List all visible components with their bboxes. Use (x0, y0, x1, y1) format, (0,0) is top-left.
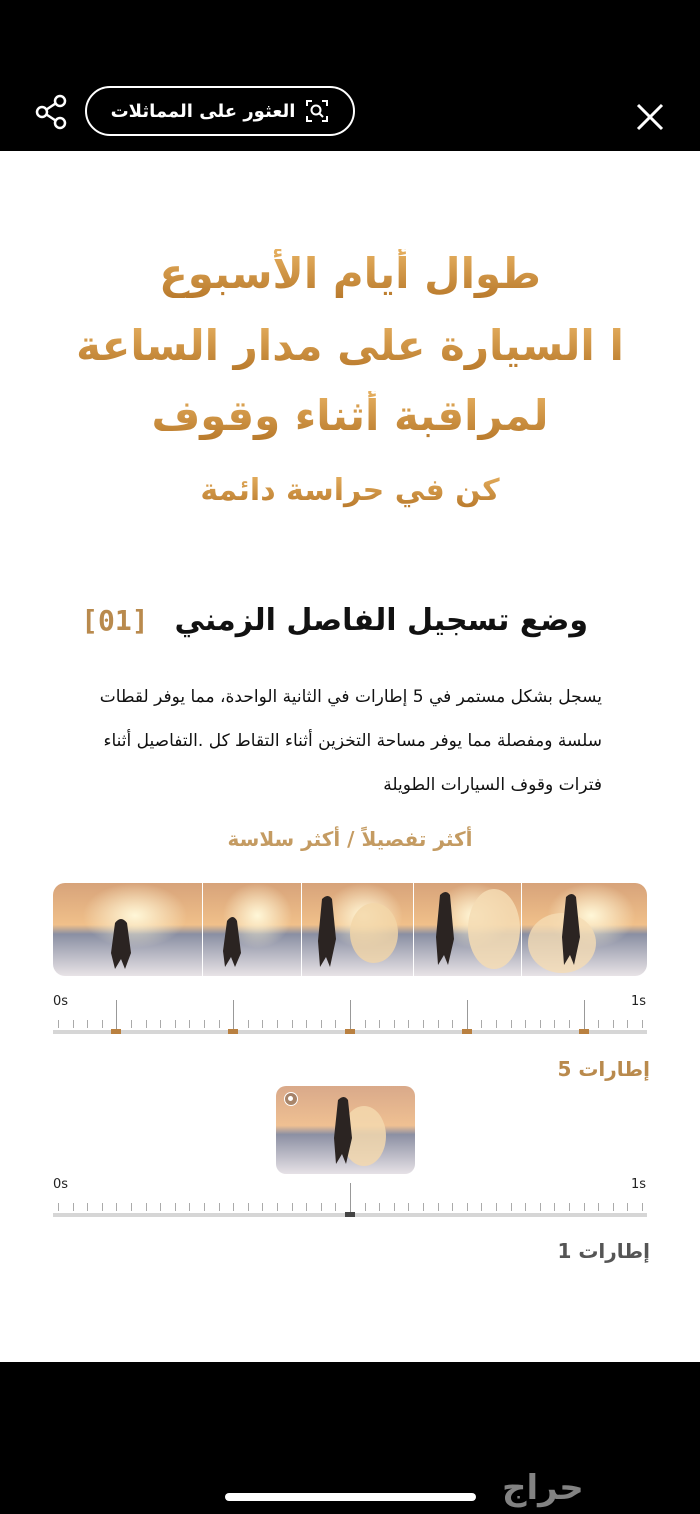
timeline-tick (321, 1020, 322, 1028)
timeline-tick (438, 1203, 439, 1211)
timeline-tick (189, 1020, 190, 1028)
timeline-tick (511, 1020, 512, 1028)
timeline-tick (102, 1020, 103, 1028)
timeline-5-end: 1s (631, 994, 647, 1009)
headline-tagline: كن في حراسة دائمة (0, 473, 700, 508)
timeline-tick (394, 1020, 395, 1028)
timeline-tick (642, 1203, 643, 1211)
timeline-tick (248, 1020, 249, 1028)
timeline-tick (335, 1020, 336, 1028)
frame-marker (579, 1029, 589, 1034)
timeline-tick (379, 1020, 380, 1028)
top-bar (0, 0, 700, 151)
timeline-tick (248, 1203, 249, 1211)
frame-marker (228, 1029, 238, 1034)
frame-line (233, 1000, 234, 1030)
timeline-tick (408, 1020, 409, 1028)
timeline-tick (116, 1203, 117, 1211)
timeline-tick (262, 1203, 263, 1211)
timeline-tick (219, 1203, 220, 1211)
timeline-tick (540, 1203, 541, 1211)
timeline-tick (306, 1020, 307, 1028)
frame-line (584, 1000, 585, 1030)
video-frame (301, 883, 413, 976)
frame-line (467, 1000, 468, 1030)
frame-strip (53, 883, 647, 976)
timeline-tick (219, 1020, 220, 1028)
timeline-1-start: 0s (53, 1177, 69, 1192)
frame-marker (345, 1029, 355, 1034)
section-title (81, 603, 588, 638)
timeline-tick (160, 1020, 161, 1028)
timeline-tick (467, 1203, 468, 1211)
timeline-tick (204, 1020, 205, 1028)
timeline-tick (175, 1020, 176, 1028)
timeline-tick (102, 1203, 103, 1211)
timeline-tick (204, 1203, 205, 1211)
timeline-tick (554, 1020, 555, 1028)
find-similar-button[interactable] (85, 86, 355, 136)
frame-marker (111, 1029, 121, 1034)
timeline-tick (481, 1020, 482, 1028)
timeline-tick (292, 1020, 293, 1028)
video-frame (521, 883, 647, 976)
timeline-tick (365, 1020, 366, 1028)
record-icon (284, 1092, 298, 1106)
timeline-tick (627, 1203, 628, 1211)
timeline-tick (525, 1203, 526, 1211)
timeline-tick (613, 1020, 614, 1028)
frame-marker (345, 1212, 355, 1217)
timeline-tick (277, 1020, 278, 1028)
timeline-tick (642, 1020, 643, 1028)
frame-line (350, 1000, 351, 1030)
timeline-tick (379, 1203, 380, 1211)
timeline-tick (277, 1203, 278, 1211)
timeline-5-label: إطارات 5 (557, 1057, 650, 1081)
timeline-tick (408, 1203, 409, 1211)
visual-search-icon (305, 99, 329, 123)
frame-line (350, 1183, 351, 1213)
timeline-tick (627, 1020, 628, 1028)
headline-line-1: طوال أيام الأسبوع (0, 249, 700, 298)
timeline-tick (511, 1203, 512, 1211)
timeline-tick (262, 1020, 263, 1028)
timeline-tick (613, 1203, 614, 1211)
timeline-tick (540, 1020, 541, 1028)
timeline-tick (73, 1203, 74, 1211)
timeline-tick (423, 1020, 424, 1028)
section-title-text: وضع تسجيل الفاصل الزمني (174, 603, 588, 638)
home-indicator[interactable] (225, 1493, 476, 1501)
timeline-tick (58, 1203, 59, 1211)
video-frame (202, 883, 301, 976)
timeline-tick (321, 1203, 322, 1211)
timeline-tick (87, 1020, 88, 1028)
share-icon[interactable] (33, 93, 71, 131)
timeline-tick (598, 1020, 599, 1028)
timeline-1-end: 1s (631, 1177, 647, 1192)
timeline-tick (306, 1203, 307, 1211)
timeline-tick (146, 1203, 147, 1211)
watermark-logo: حراج (502, 1468, 584, 1508)
timeline-tick (423, 1203, 424, 1211)
headline-line-2: ا السيارة على مدار الساعة (0, 321, 700, 370)
timeline-tick (525, 1020, 526, 1028)
video-frame (53, 883, 202, 976)
timeline-tick (131, 1020, 132, 1028)
timeline-tick (394, 1203, 395, 1211)
timeline-tick (160, 1203, 161, 1211)
timeline-tick (87, 1203, 88, 1211)
timeline-tick (292, 1203, 293, 1211)
timeline-tick (189, 1203, 190, 1211)
section-description: يسجل بشكل مستمر في 5 إطارات في الثانية الواحدة، مما يوفر لقطات سلسة ومفصلة مما يوفر مساحة التخزين أثناء التقاط كل .التفاصيل أثناء فترات وقوف السيارات الطويلة (99, 687, 602, 795)
bottom-bar (0, 1362, 700, 1514)
frame-line (116, 1000, 117, 1030)
headline-line-3: لمراقبة أثناء وقوف (0, 391, 700, 440)
timeline-tick (438, 1020, 439, 1028)
timeline-tick (569, 1203, 570, 1211)
close-icon[interactable] (633, 100, 667, 134)
timeline-tick (481, 1203, 482, 1211)
timeline-tick (58, 1020, 59, 1028)
timeline-tick (365, 1203, 366, 1211)
ad-image (0, 151, 700, 1362)
frame-marker (462, 1029, 472, 1034)
tradeoff-label: أكثر تفصيلاً / أكثر سلاسة (227, 827, 473, 851)
timeline-tick (335, 1203, 336, 1211)
timeline-tick (175, 1203, 176, 1211)
timeline-tick (569, 1020, 570, 1028)
timeline-tick (452, 1020, 453, 1028)
section-number: [01] (81, 604, 149, 637)
timeline-tick (452, 1203, 453, 1211)
timeline-tick (146, 1020, 147, 1028)
timeline-tick (554, 1203, 555, 1211)
timeline-tick (496, 1203, 497, 1211)
timeline-tick (233, 1203, 234, 1211)
timeline-5-start: 0s (53, 994, 69, 1009)
timeline-tick (496, 1020, 497, 1028)
timeline-tick (131, 1203, 132, 1211)
find-similar-label: العثور على المماثلات (110, 100, 296, 122)
timeline-tick (584, 1203, 585, 1211)
video-frame (413, 883, 521, 976)
timeline-1-label: إطارات 1 (557, 1239, 650, 1263)
timeline-tick (73, 1020, 74, 1028)
single-video-frame (276, 1086, 415, 1174)
timeline-tick (598, 1203, 599, 1211)
